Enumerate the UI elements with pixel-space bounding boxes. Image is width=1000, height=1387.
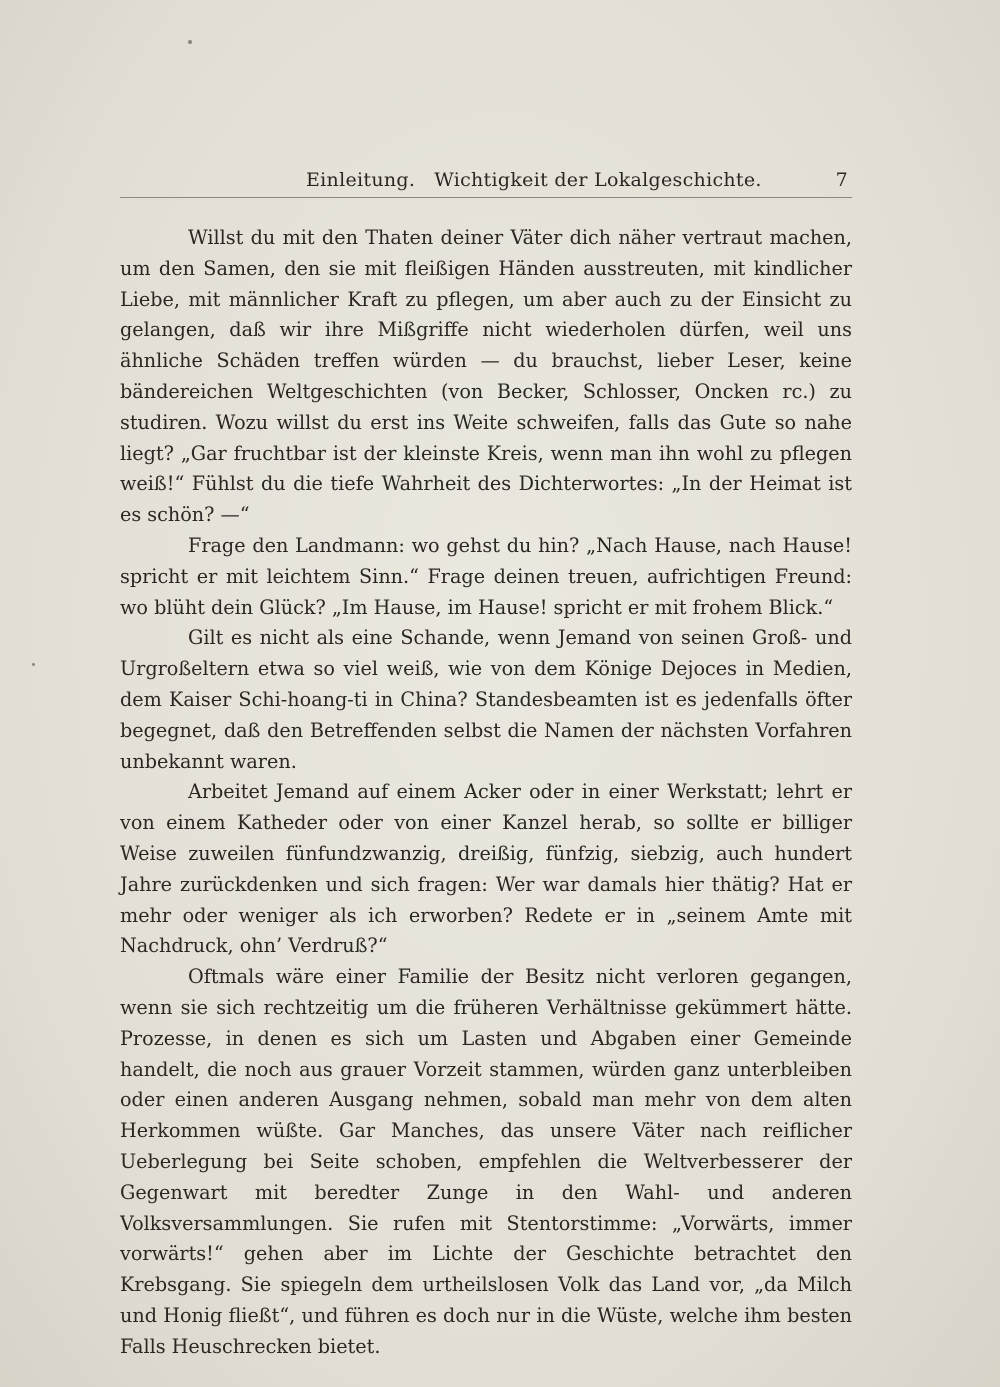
- paper-speck: [32, 663, 35, 666]
- paragraph: Willst du mit den Thaten deiner Väter dich näher vertraut machen, um den Samen, den sie mit fleißigen Händen ausstreuten, mit kindlicher Liebe, mit männlicher Kraft zu pflegen, um aber auch zu der Einsicht zu gelangen, daß wir ihre Mißgriffe nicht wiederholen dürfen, weil uns ähnliche Schäden treffen würden — du brauchst, lieber Leser, keine bändereichen Weltgeschichten (von Becker, Schlosser, Oncken rc.) zu studiren. Wozu willst du erst ins Weite schweifen, falls das Gute so nahe liegt? „Gar fruchtbar ist der kleinste Kreis, wenn man ihn wohl zu pflegen weiß!“ Fühlst du die tiefe Wahrheit des Dichterwortes: „In der Heimat ist es schön? —“: [120, 226, 852, 527]
- paragraph: Gilt es nicht als eine Schande, wenn Jemand von seinen Groß- und Urgroßeltern etwa so viel weiß, wie von dem Könige Dejoces in Medien, dem Kaiser Schi-hoang-ti in China? Standesbeamten ist es jedenfalls öfter begegnet, daß den Betreffenden selbst die Namen der nächsten Vorfahren unbekannt waren.: [120, 626, 852, 773]
- paragraph: Frage den Landmann: wo gehst du hin? „Nach Hause, nach Hause! spricht er mit leichtem Sinn.“ Frage deinen treuen, aufrichtigen Freund: wo blüht dein Glück? „Im Hause, im Hause! spricht er mit frohem Blick.“: [120, 533, 852, 619]
- paragraph: Oftmals wäre einer Familie der Besitz nicht verloren gegangen, wenn sie sich rechtzeitig um die früheren Verhältnisse gekümmert hätte. Prozesse, in denen es sich um Lasten und Abgaben einer Gemeinde handelt, die noch aus grauer Vorzeit stammen, würden ganz unterbleiben oder einen anderen Ausgang nehmen, sobald man mehr von dem alten Herkommen wüßte. Gar Manches, das unsere Väter nach reiflicher Ueberlegung bei Seite schoben, empfehlen die Weltverbesserer der Gegenwart mit beredter Zunge in den Wahl- und anderen Volksversammlungen. Sie rufen mit Stentorstimme: „Vorwärts, immer vorwärts!“ gehen aber im Lichte der Geschichte betrachtet den Krebsgang. Sie spiegeln dem urtheilslosen Volk das Land vor, „da Milch und Honig fließt“, und führen es doch nur in die Wüste, welche ihm besten Falls Heuschrecken bietet.: [120, 965, 852, 1358]
- body-text: [120, 223, 852, 1362]
- paragraph: Arbeitet Jemand auf einem Acker oder in einer Werkstatt; lehrt er von einem Katheder oder von einer Kanzel herab, so sollte er billiger Weise zuweilen fünfundzwanzig, dreißig, fünfzig, siebzig, auch hundert Jahre zurückdenken und sich fragen: Wer war damals hier thätig? Hat er mehr oder weniger als ich erworben? Redete er in „seinem Amte mit Nachdruck, ohn’ Verdruß?“: [120, 780, 852, 958]
- page-number: 7: [835, 169, 848, 191]
- paper-speck: [188, 40, 192, 44]
- header-title: Einleitung. Wichtigkeit der Lokalgeschichte.: [306, 169, 762, 191]
- running-header: [120, 163, 852, 198]
